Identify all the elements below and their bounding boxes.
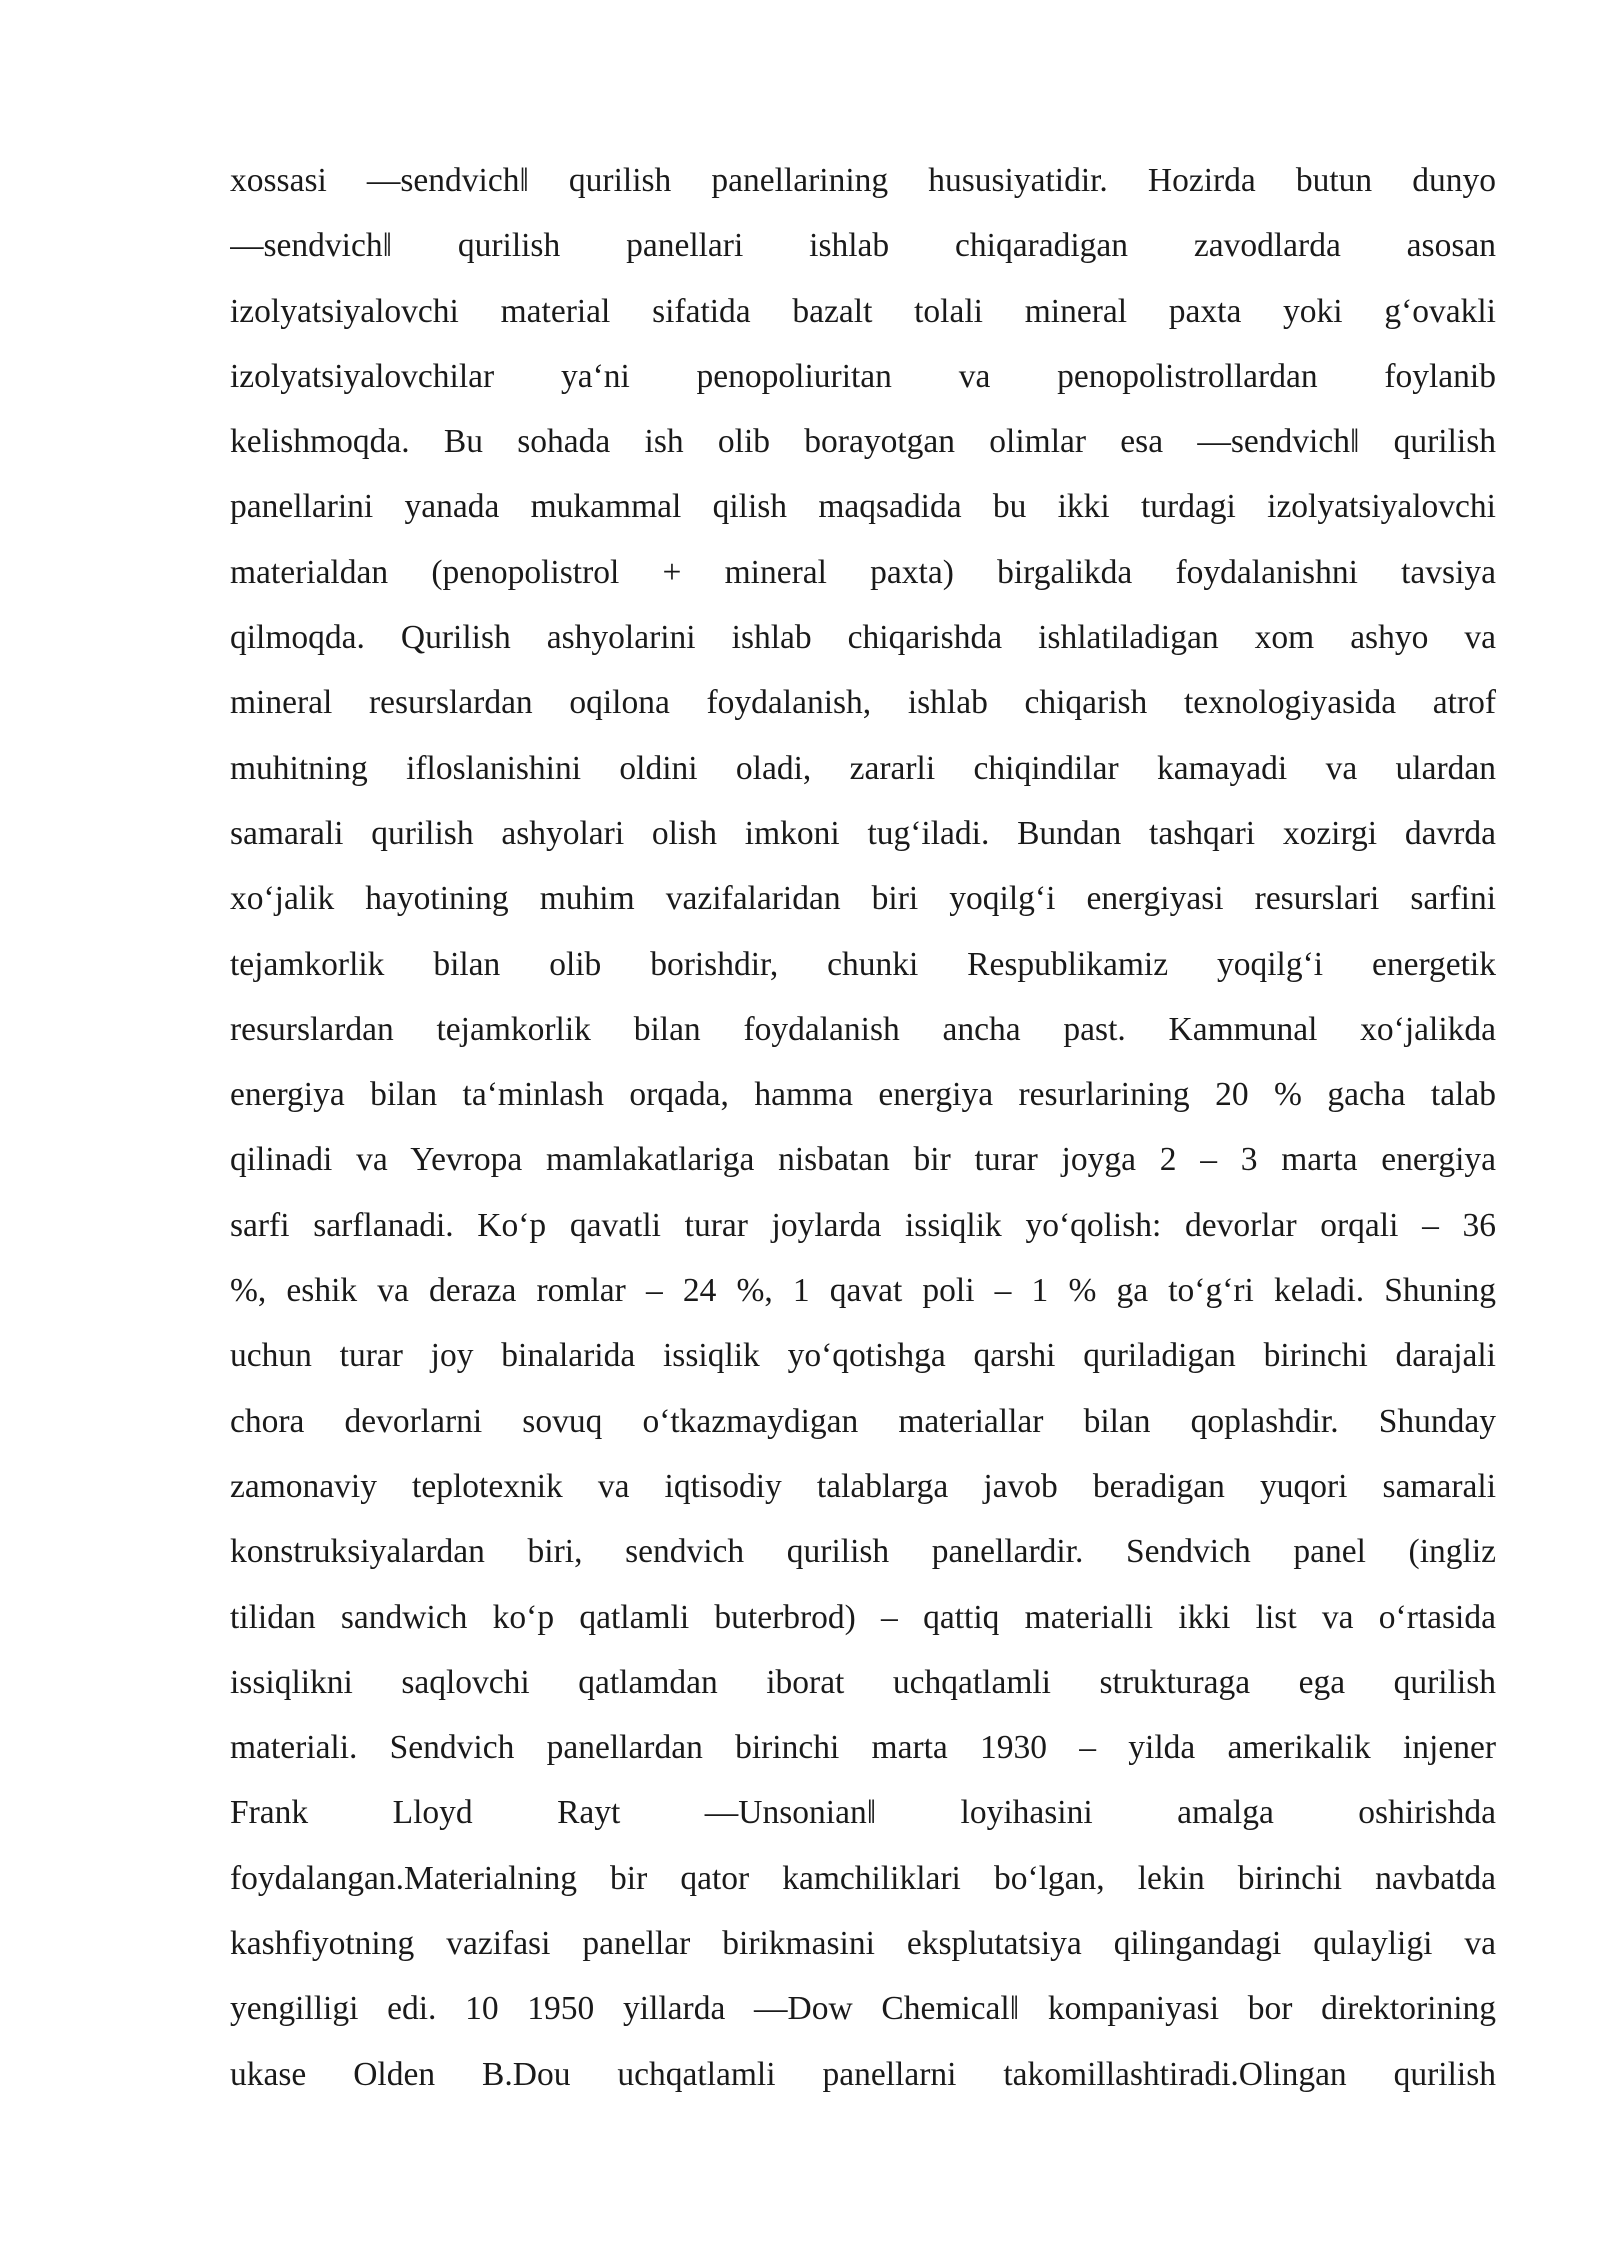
text-line: muhitning ifloslanishini oldini oladi, zararli chiqindilar kamayadi va ulardan — [230, 749, 1496, 787]
text-line: qilmoqda. Qurilish ashyolarini ishlab chiqarishda ishlatiladigan xom ashyo va — [230, 619, 1496, 657]
text-line: izolyatsiyalovchi material sifatida bazalt tolali mineral paxta yoki g‘ovakli — [230, 292, 1496, 330]
text-line: tejamkorlik bilan olib borishdir, chunki Respublikamiz yoqilg‘i energetik — [230, 945, 1496, 983]
text-line: %, eshik va deraza romlar – 24 %, 1 qavat poli – 1 % ga to‘g‘ri keladi. Shuning — [230, 1272, 1496, 1310]
text-line: konstruksiyalardan biri, sendvich qurilish panellardir. Sendvich panel (ingliz — [230, 1533, 1496, 1571]
text-line: xo‘jalik hayotining muhim vazifalaridan biri yoqilg‘i energiyasi resurslari sarfini — [230, 880, 1496, 918]
text-line: resurslardan tejamkorlik bilan foydalanish ancha past. Kammunal xo‘jalikda — [230, 1010, 1496, 1048]
text-line: energiya bilan ta‘minlash orqada, hamma energiya resurlarining 20 % gacha talab — [230, 1076, 1496, 1114]
text-line: issiqlikni saqlovchi qatlamdan iborat uchqatlamli strukturaga ega qurilish — [230, 1663, 1496, 1701]
text-line: qilinadi va Yevropa mamlakatlariga nisbatan bir turar joyga 2 – 3 marta energiya — [230, 1141, 1496, 1179]
text-line: zamonaviy teplotexnik va iqtisodiy talablarga javob beradigan yuqori samarali — [230, 1467, 1496, 1505]
text-line: foydalangan.Materialning bir qator kamchiliklari bo‘lgan, lekin birinchi navbatda — [230, 1859, 1496, 1897]
text-line: tilidan sandwich ko‘p qatlamli buterbrod) – qattiq materialli ikki list va o‘rtasida — [230, 1598, 1496, 1636]
text-line: ―sendvich‖ qurilish panellari ishlab chiqaradigan zavodlarda asosan — [230, 227, 1496, 265]
text-line: samarali qurilish ashyolari olish imkoni tug‘iladi. Bundan tashqari xozirgi davrda — [230, 814, 1496, 852]
text-line: materialdan (penopolistrol + mineral paxta) birgalikda foydalanishni tavsiya — [230, 553, 1496, 591]
text-line: materiali. Sendvich panellardan birinchi marta 1930 – yilda amerikalik injener — [230, 1729, 1496, 1767]
text-line: uchun turar joy binalarida issiqlik yo‘qotishga qarshi quriladigan birinchi darajali — [230, 1337, 1496, 1375]
text-line: kelishmoqda. Bu sohada ish olib borayotgan olimlar esa ―sendvich‖ qurilish — [230, 423, 1496, 461]
text-line: izolyatsiyalovchilar ya‘ni penopoliuritan va penopolistrollardan foylanib — [230, 357, 1496, 395]
text-line: xossasi ―sendvich‖ qurilish panellarining hususiyatidir. Hozirda butun dunyo — [230, 162, 1496, 199]
text-line: mineral resurslardan oqilona foydalanish, ishlab chiqarish texnologiyasida atrof — [230, 684, 1496, 722]
text-line: panellarini yanada mukammal qilish maqsadida bu ikki turdagi izolyatsiyalovchi — [230, 488, 1496, 526]
text-line: Frank Lloyd Rayt ―Unsonian‖ loyihasini amalga oshirishda — [230, 1794, 1496, 1832]
text-line: yengilligi edi. 10 1950 yillarda ―Dow Chemical‖ kompaniyasi bor direktorining — [230, 1990, 1496, 2028]
text-line: chora devorlarni sovuq o‘tkazmaydigan materiallar bilan qoplashdir. Shunday — [230, 1402, 1496, 1440]
text-line: ukase Olden B.Dou uchqatlamli panellarni takomillashtiradi.Olingan qurilish — [230, 2055, 1496, 2093]
text-line: kashfiyotning vazifasi panellar birikmasini eksplutatsiya qilingandagi qulayligi va — [230, 1925, 1496, 1963]
text-line: sarfi sarflanadi. Ko‘p qavatli turar joylarda issiqlik yo‘qolish: devorlar orqali – 36 — [230, 1206, 1496, 1244]
body-text — [230, 148, 1496, 2107]
